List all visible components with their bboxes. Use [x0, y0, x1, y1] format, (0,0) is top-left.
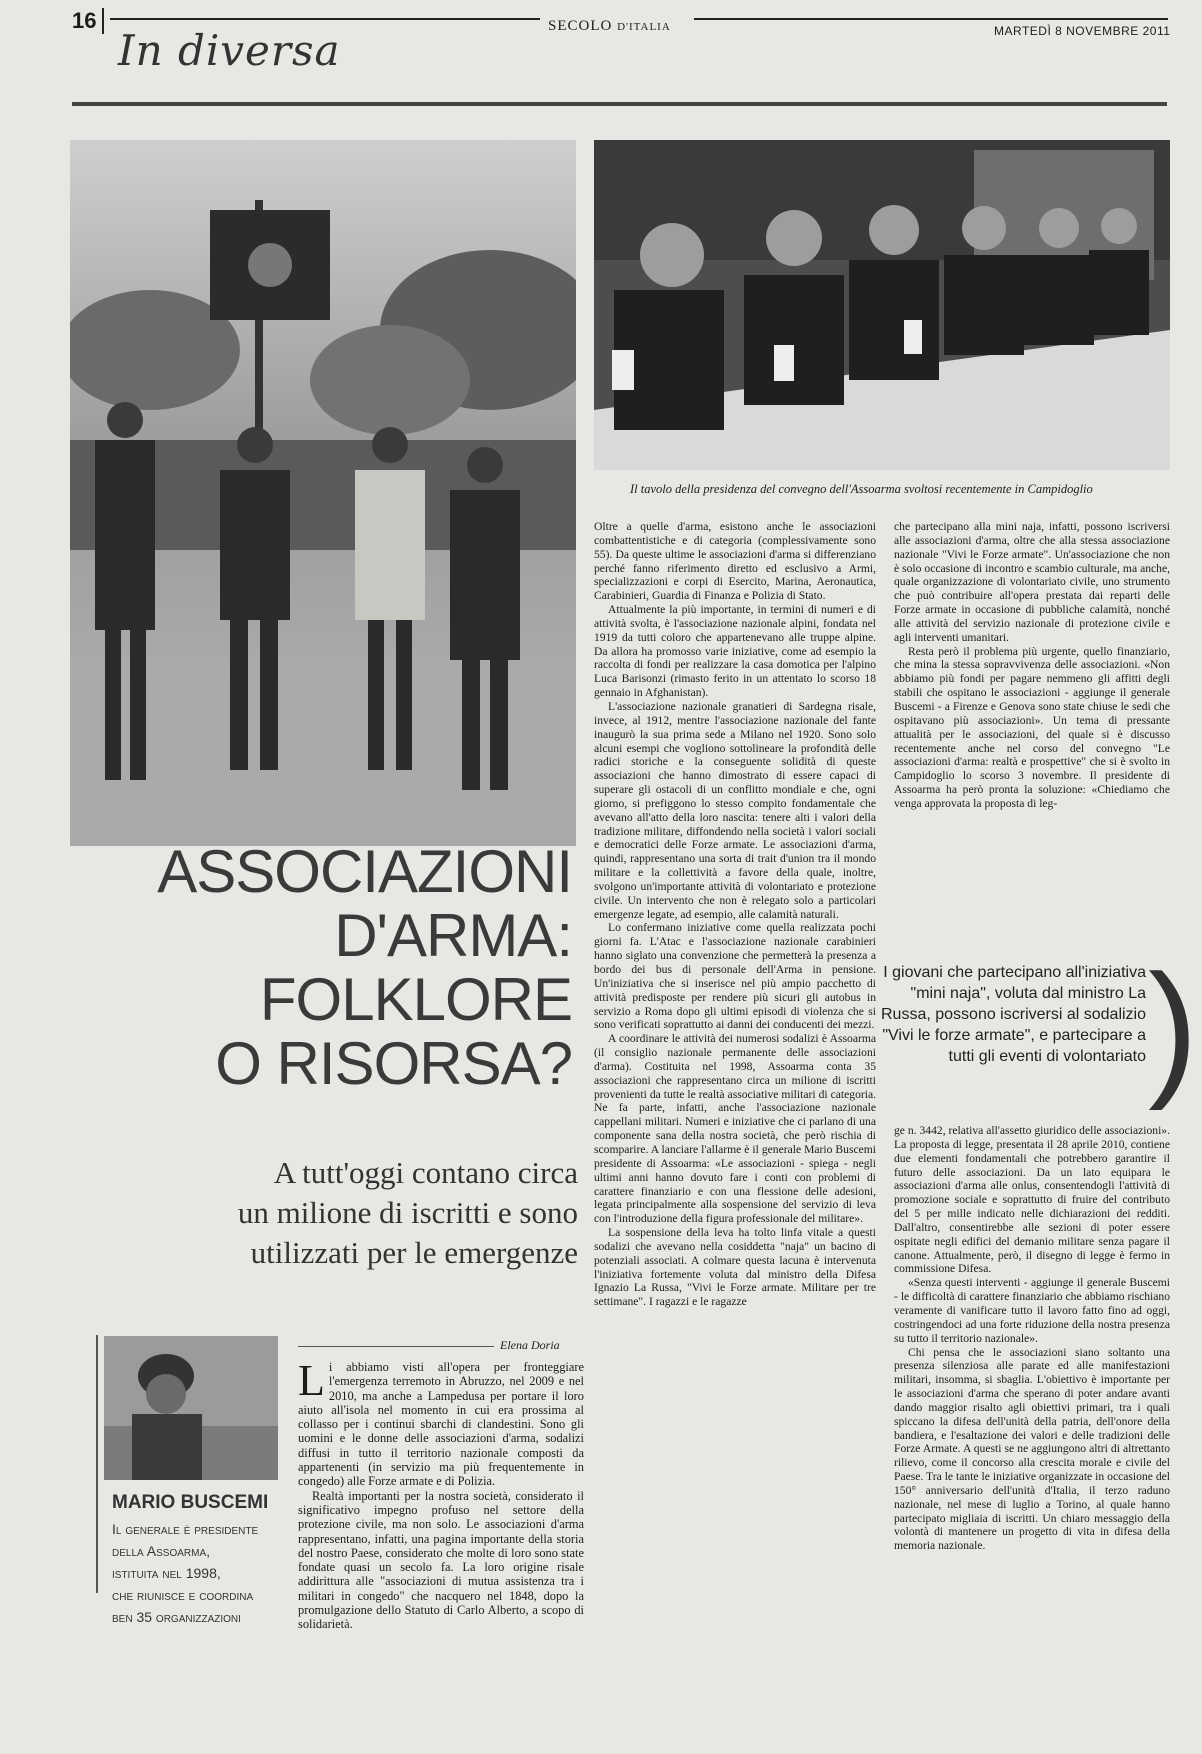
article-paragraph: Chi pensa che le associazioni siano soltanto una presenza silenziosa alle parate ed alle manifestazioni militari, insomma, si sbaglia. L'obiettivo è importante per le associazioni d'arma che sperano di poter andare avanti dando maggior risalto agli obiettivi primari, tra i quali spiccano la difesa dell'unità della patria, dell'onore della bandiera, e l'esaltazione dei valori e delle tradizioni delle Forze Armate. A questi se ne aggiungono altri di altrettanto rilievo, come il concorso alla crescita morale e civile del Paese. Tra le tante le iniziative organizzate in occasione del 150° anniversario dell'unità d'Italia, il terzo raduno nazionale, nel mese di luglio a Torino, al quale hanno partecipato migliaia di iscritti. Un chiaro messaggio della volontà di mantenere un progetto di vita in difesa della memoria nazionale. — [894, 1345, 1170, 1553]
pull-quote-bracket: ) — [1148, 943, 1198, 1111]
subhead-line: A tutt'oggi contano circa — [273, 1155, 578, 1190]
section-name: In diversa — [118, 26, 341, 75]
header-divider — [72, 102, 1167, 106]
parade-photo — [70, 140, 576, 846]
subhead-line: un milione di iscritti e sono — [237, 1195, 578, 1230]
headline-line: D'ARMA: — [334, 902, 572, 969]
person-box-rule — [96, 1335, 98, 1593]
article-paragraph: A coordinare le attività dei numerosi sodalizi è Assoarma (il consiglio nazionale permanente delle associazioni d'arma). Costituita nel 1998, Assoarma conta 35 associazioni che rappresentano circa un milione di iscritti provenienti da tutte le realtà associative militari di categoria. Ne fa parte, infatti, anche l'associazione nazionale cappellani militari. Numeri e iniziative che ci parlano di una componente sana della nostra società, che però rischia di scomparire. A lanciare l'allarme è il generale Mario Buscemi presidente di Assoarma: «Le associazioni - spiega - negli ultimi anni hanno dovuto fare i conti con problemi di carattere finanziario e con una flessione delle adesioni, legata principalmente alla sospensione del servizio di leva con l'introduzione della figura professionale del militare». — [594, 1032, 876, 1226]
article-column-3-top — [894, 520, 1170, 811]
article-paragraph: L'associazione nazionale granatieri di Sardegna risale, invece, al 1912, mentre l'associazione nazionale del fante inaugurò la sua prima sede a Milano nel 1920. Sono solo alcuni esempi che vogliono sottolineare la profondità delle radici storiche e la conseguente solidità di queste associazioni che hanno dimostrato di essere capaci di superare gli ostacoli di un conflitto mondiale e che, ogni giorno, si prefiggono lo stesso compito fondamentale che avevano all'atto della loro nascita: tenere alti i valori della tradizione militare, diffondendo nella società i valori sociali e democratici delle Forze armate. Le associazioni d'arma, quindi, rappresentano una sorta di trait d'union tra il mondo militare e la collettività a favore della quale, inoltre, svolgono un'importante attività di volontariato e protezione civile. Un intervento che non è relegato solo a particolari emergenze legate, ad esempio, alle calamità naturali. — [594, 699, 876, 921]
byline-rule — [298, 1346, 494, 1347]
headline-line: FOLKLORE — [259, 966, 572, 1033]
article-column-1 — [298, 1356, 584, 1632]
byline: Elena Doria — [500, 1338, 560, 1352]
article-column-3-bottom — [894, 1124, 1170, 1553]
article-column-2 — [594, 520, 876, 1309]
person-caption-line: ben 35 organizzazioni — [112, 1609, 241, 1625]
buscemi-portrait — [104, 1336, 278, 1480]
article-paragraph: Attualmente la più importante, in termini di numeri e di attività svolta, è l'associazione nazionale alpini, fondata nel 1919 da tutti coloro che appartenevano alle truppe alpine. Da allora ha promosso varie iniziative, come ad esempio la raccolta di fondi per realizzare la casa domotica per l'alpino Luca Barisonzi (rimasto ferito in un attentato lo scorso 18 gennaio in Afghanistan). — [594, 603, 876, 700]
conference-photo — [594, 140, 1170, 470]
person-caption-line: istituita nel 1998, — [112, 1565, 221, 1581]
person-name: MARIO BUSCEMI — [112, 1492, 269, 1513]
headline — [140, 840, 572, 1096]
issue-date: MARTEDÌ 8 NOVEMBRE 2011 — [994, 24, 1171, 38]
person-caption-line: della Assoarma, — [112, 1543, 211, 1559]
masthead-rule-right — [694, 18, 1168, 20]
article-paragraph: La sospensione della leva ha tolto linfa vitale a questi sodalizi che avevano nella cosiddetta "naja" un bacino di potenziali associati. A colmare questa lacuna è intervenuta l'iniziativa fortemente voluta dal ministro della Difesa Ignazio La Russa, "Vivi le Forze armate. Militare per tre settimane". I ragazzi e le ragazze — [594, 1226, 876, 1309]
subheadline — [150, 1153, 578, 1273]
person-caption-line: che riunisce e coordina — [112, 1587, 254, 1603]
article-paragraph: Resta però il problema più urgente, quello finanziario, che mina la stessa sopravvivenza delle associazioni. «Non abbiamo più fondi per pagare nemmeno gli affitti degli stabili che ospitano le associazioni - aggiunge il generale Buscemi - a Firenze e Genova sono state chiuse le sedi che ospitavano più associazioni». Un tema di pressante attualità per le associazioni, del quale si è discusso recentemente anche nel corso del convegno "Le associazioni d'arma: realtà e prospettive" che si è svolto in Campidoglio lo scorso 3 novembre. Il presidente di Assoarma ha però pronta la soluzione: «Chiediamo che venga approvata la proposta di leg- — [894, 644, 1170, 810]
article-paragraph: Oltre a quelle d'arma, esistono anche le associazioni combattentistiche e di categoria (complessivamente sono 55). Da queste ultime le associazioni d'arma si differenziano perché fanno riferimento diretto ed esclusivo a Armi, specializzazioni e corpi di Esercito, Marina, Aeronautica, Carabinieri, Guardia di Finanza e Polizia di Stato. — [594, 520, 876, 603]
page-number: 16 — [72, 8, 104, 34]
article-paragraph: Lo confermano iniziative come quella realizzata pochi giorni fa. L'Atac e l'associazione nazionale carabinieri hanno siglato una convenzione che permetterà la presenza a bordo dei bus di personale dell'Arma in pensione. Un'iniziativa che si inserisce nel più ampio pacchetto di attività predisposte per rendere più sicuri gli autobus in servizio a Roma dopo gli ultimi episodi di violenza che si sono verificati soprattutto ai danni dei conducenti dei mezzi. — [594, 921, 876, 1032]
subhead-line: utilizzati per le emergenze — [250, 1235, 578, 1270]
paper-name-main: SECOLO — [548, 18, 613, 34]
pull-quote: I giovani che partecipano all'iniziativa "mini naja", voluta dal ministro La Russa, possono iscriversi al sodalizio "Vivi le forze armate", e partecipare a tutti gli eventi di volontariato — [881, 964, 1146, 1065]
article-paragraph: che partecipano alla mini naja, infatti, possono iscriversi alle associazioni d'arma, oltre che alla stessa associazione nazionale "Vivi le Forze armate". Un'associazione che non è solo occasione di incontro e scambio culturale, ma anche, quale organizzazione di volontariato civile, uno strumento che può contribuire all'opera prestata dai reparti delle Forze armate in occasione di pubbliche calamità, nonché alle attività del servizio nazionale di protezione civile e agli interventi umanitari. — [894, 520, 1170, 644]
paper-name — [548, 18, 671, 35]
paper-name-suffix: D'ITALIA — [617, 21, 671, 33]
article-paragraph: ge n. 3442, relativa all'assetto giuridico delle associazioni». La proposta di legge, presentata il 28 aprile 2010, contiene due elementi fondamentali che potrebbero garantire il futuro delle associazioni. Da un lato equipara le associazioni d'arma alle onlus, consentendogli l'attività di promozione sociale e soprattutto di fruire del contributo del 5 per mille indicato nelle dichiarazioni dei redditi. Dall'altro, consentirebbe alle sezioni di poter essere ospitate negli edifici del demanio militare senza pagare il canone. Attualmente, però, il disegno di legge è fermo in commissione Difesa. — [894, 1124, 1170, 1276]
person-caption — [112, 1518, 286, 1628]
person-caption-line: Il generale è presidente — [112, 1521, 259, 1537]
article-paragraph: Li abbiamo visti all'opera per fronteggiare l'emergenza terremoto in Abruzzo, nel 2009 e nel 2010, ma anche a Lampedusa per portare il loro aiuto all'isola nel momento in cui era prossima al collasso per i continui sbarchi di clandestini. Sono gli uomini e le donne delle associazioni d'arma, sodalizi diffusi in tutto il territorio nazionale composti da appartenenti (in servizio ma più frequentemente in congedo) alle Forze armate e di Polizia. — [298, 1356, 584, 1489]
headline-line: O RISORSA? — [215, 1030, 572, 1097]
drop-cap: L — [298, 1356, 325, 1405]
conference-photo-caption: Il tavolo della presidenza del convegno dell'Assoarma svoltosi recentemente in Campidoglio — [630, 482, 1093, 496]
headline-line: ASSOCIAZIONI — [157, 838, 572, 905]
article-paragraph: «Senza questi interventi - aggiunge il generale Buscemi - le difficoltà di carattere finanziario che abbiamo rischiano veramente di vanificare tutto il lavoro fatto fino ad oggi, costringendoci ad una forte riduzione della nostra presenza su tutto il territorio nazionale». — [894, 1276, 1170, 1345]
masthead-rule-left — [110, 18, 540, 20]
article-paragraph: Realtà importanti per la nostra società, considerato il significativo impegno profuso nel settore della protezione civile, ma non solo. Le associazioni d'arma rappresentano, infatti, una pagina importante della storia del nostro Paese, considerato che molte di loro sono state fondate quasi un secolo fa. La loro origine risale addirittura alle "associazioni di mutua assistenza tra i militari in congedo" che nacquero nel 1848, dopo la promulgazione dello Statuto di Carlo Alberto, a scopo di solidarietà. — [298, 1488, 584, 1632]
